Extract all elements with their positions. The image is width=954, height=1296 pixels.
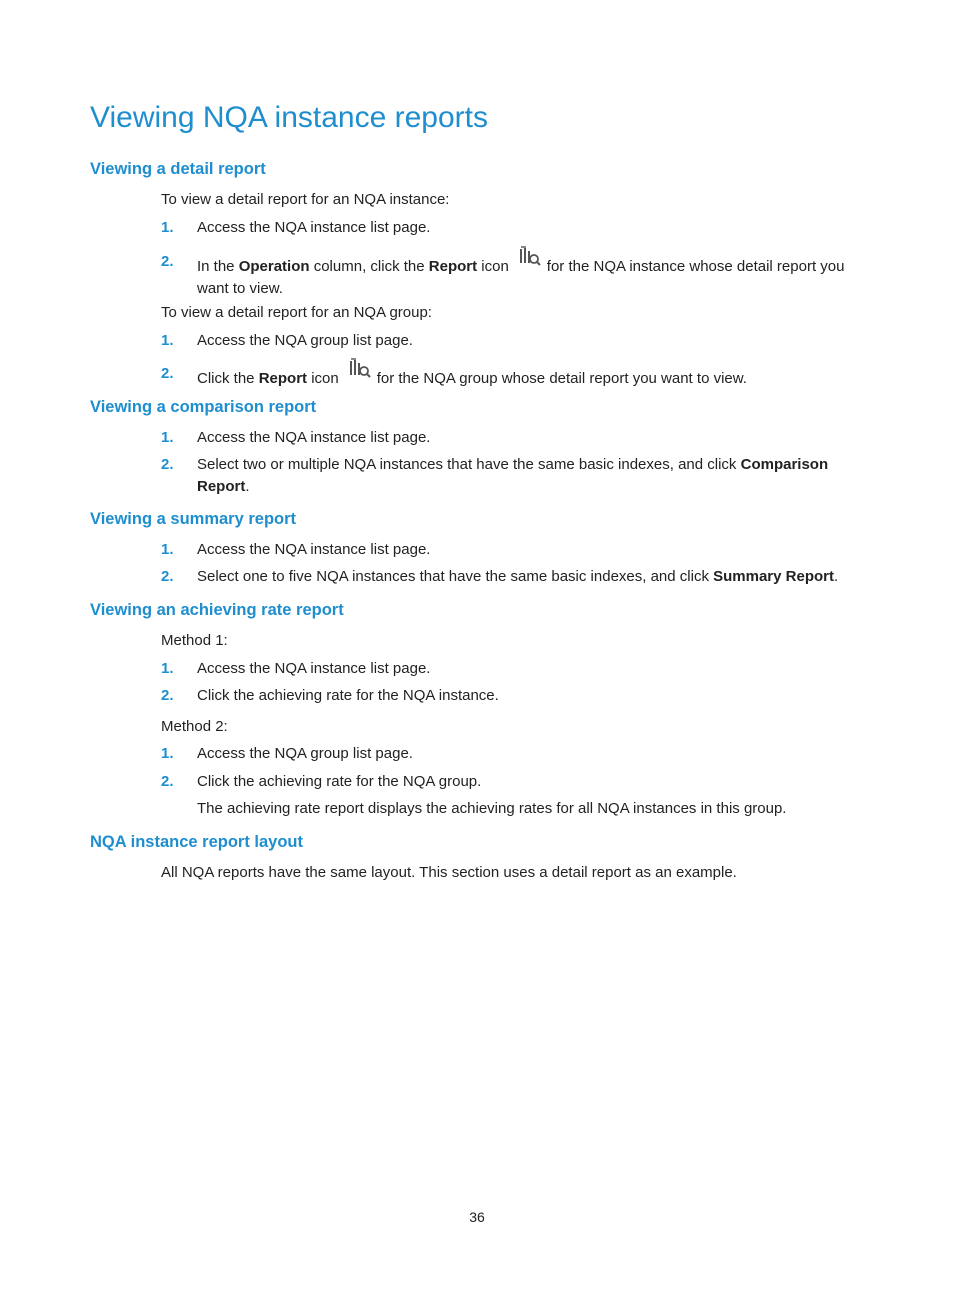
- step-text: Access the NQA instance list page.: [197, 219, 431, 236]
- list-item: [161, 251, 871, 300]
- step-number: 1.: [161, 219, 174, 236]
- step-number: 1.: [161, 745, 174, 762]
- list-item: [161, 566, 871, 588]
- heading-comparison-report: Viewing a comparison report: [90, 398, 317, 416]
- list-item: [161, 658, 871, 680]
- step-text: Access the NQA instance list page.: [197, 541, 431, 558]
- list-item: [161, 363, 871, 390]
- heading-detail-report: Viewing a detail report: [90, 160, 266, 178]
- intro-instance: To view a detail report for an NQA instance:: [161, 191, 450, 208]
- list-item: [161, 539, 871, 561]
- step-number: 1.: [161, 429, 174, 446]
- report-icon: [349, 357, 371, 379]
- step-number: 1.: [161, 660, 174, 677]
- step-number: 1.: [161, 332, 174, 349]
- step-text: Select one to five NQA instances that have the same basic indexes, and click Summary Report.: [197, 568, 839, 585]
- heading-report-layout: NQA instance report layout: [90, 833, 304, 851]
- layout-paragraph: All NQA reports have the same layout. This section uses a detail report as an example.: [161, 864, 737, 881]
- step-text: Select two or multiple NQA instances that have the same basic indexes, and click Comparison: [197, 456, 829, 473]
- heading-summary-report: Viewing a summary report: [90, 510, 297, 528]
- list-item: [161, 427, 871, 449]
- step-number: 2.: [161, 568, 174, 585]
- list-item: [161, 217, 871, 239]
- list-item: [161, 743, 871, 765]
- step-text-continued: Report.: [197, 478, 250, 495]
- list-item: [161, 454, 871, 498]
- page-number: 36: [469, 1209, 485, 1225]
- step-number: 1.: [161, 541, 174, 558]
- step-text: Access the NQA group list page.: [197, 745, 413, 762]
- step-text: Access the NQA instance list page.: [197, 429, 431, 446]
- step-note: The achieving rate report displays the achieving rates for all NQA instances in this group.: [197, 800, 787, 817]
- list-item: [161, 330, 871, 352]
- page-title: Viewing NQA instance reports: [90, 101, 488, 134]
- step-text-continued: want to view.: [197, 280, 283, 297]
- method-1-label: Method 1:: [161, 632, 228, 649]
- step-text: Access the NQA instance list page.: [197, 660, 431, 677]
- step-number: 2.: [161, 456, 174, 473]
- list-item: [161, 771, 871, 820]
- list-item: [161, 685, 871, 707]
- step-text: Click the achieving rate for the NQA group.: [197, 773, 482, 790]
- step-number: 2.: [161, 687, 174, 704]
- intro-group: To view a detail report for an NQA group:: [161, 304, 432, 321]
- method-2-label: Method 2:: [161, 718, 228, 735]
- step-text: In the Operation column, click the Report icon for the NQA instance whose detail report you: [197, 251, 871, 278]
- step-text: Click the Report icon for the NQA group whose detail report you want to view.: [197, 363, 871, 390]
- step-number: 2.: [161, 253, 174, 270]
- step-number: 2.: [161, 773, 174, 790]
- heading-achieving-rate-report: Viewing an achieving rate report: [90, 601, 344, 619]
- report-icon: [519, 245, 541, 267]
- step-text: Click the achieving rate for the NQA instance.: [197, 687, 499, 704]
- step-number: 2.: [161, 365, 174, 382]
- step-text: Access the NQA group list page.: [197, 332, 413, 349]
